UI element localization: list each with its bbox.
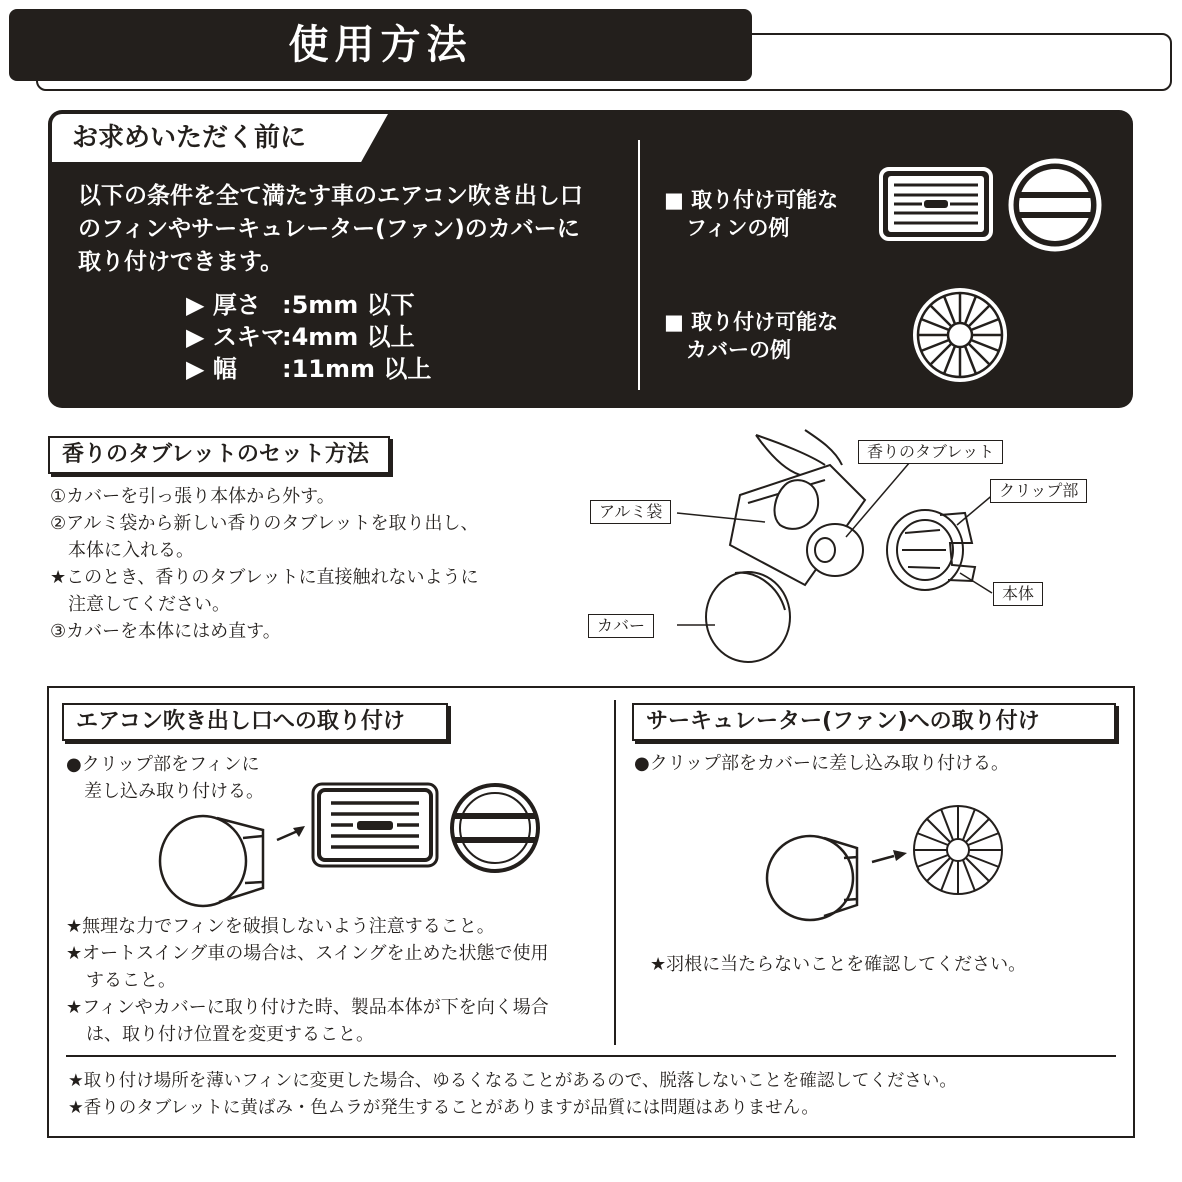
fan-mount-illustration [762,800,1007,925]
page-title: 使用方法 [288,22,473,68]
callout-foil: アルミ袋 [590,500,671,524]
callout-cover: カバー [588,614,654,638]
requirements-tag-label: お求めいただく前に [72,123,307,153]
step-line: 注意してください。 [68,594,230,615]
requirements-text [78,180,638,279]
spec-gap-label: ▶ スキマ [186,323,285,351]
fan-cover-icon [910,285,1010,385]
tablet-heading: 香りのタブレットのセット方法 [48,436,390,474]
callout-tablet: 香りのタブレット [858,440,1003,464]
step-line: ①カバーを引っ張り本体から外す。 [50,486,335,507]
spec-gap-value: :4mm 以上 [282,323,415,351]
requirements-line: のフィンやサーキュレーター(ファン)のカバーに [78,216,580,242]
panel-divider [638,140,640,390]
fan-note: ★羽根に当たらないことを確認してください。 [650,954,1027,975]
step-line: ★このとき、香りのタブレットに直接触れないように [50,567,479,588]
round-vent-icon [1008,158,1102,252]
ac-mount-heading: エアコン吹き出し口への取り付け [62,703,448,741]
ac-notes: ★無理な力でフィンを破損しないよう注意すること。 ★オートスイング車の場合は、スイングを止めた状態で使用 すること。 ★フィンやカバーに取り付けた時、製品本体が下を向く場合 は、取り付け位置を変更すること。 [66,916,549,1045]
requirements-line: 取り付けできます。 [78,249,284,275]
callout-body: 本体 [993,582,1043,606]
tablet-steps [50,483,479,645]
tablet-assembly-illustration [580,425,1100,675]
vent-fin-icon [878,166,994,242]
fan-mount-heading: サーキュレーター(ファン)への取り付け [632,703,1116,741]
fan-instruction: ●クリップ部をカバーに差し込み取り付ける。 [634,753,1009,774]
mounting-divider-horizontal [66,1055,1116,1057]
ac-mount-illustration [155,778,550,908]
ac-instruction: ●クリップ部をフィンに 差し込み取り付ける。 [66,754,264,802]
fin-example-label: ■ 取り付け可能な フィンの例 [664,188,839,240]
spec-thickness-label: ▶ 厚さ [186,291,261,319]
footer-notes: ★取り付け場所を薄いフィンに変更した場合、ゆるくなることがあるので、脱落しないことを確認してください。 ★香りのタブレットに黄ばみ・色ムラが発生することがありますが品質には問題はありません。 [68,1071,957,1118]
callout-clip: クリップ部 [990,479,1087,503]
spec-width-value: :11mm 以上 [282,355,432,383]
spec-width-label: ▶ 幅 [186,355,237,383]
step-line: ③カバーを本体にはめ直す。 [50,621,281,642]
requirements-line: 以下の条件を全て満たす車のエアコン吹き出し口 [78,183,583,209]
cover-example-label: ■ 取り付け可能な カバーの例 [664,310,839,362]
step-line: ②アルミ袋から新しい香りのタブレットを取り出し、 [50,513,479,534]
mounting-divider-vertical [614,700,616,1045]
step-line: 本体に入れる。 [68,540,194,561]
spec-thickness-value: :5mm 以下 [282,291,415,319]
